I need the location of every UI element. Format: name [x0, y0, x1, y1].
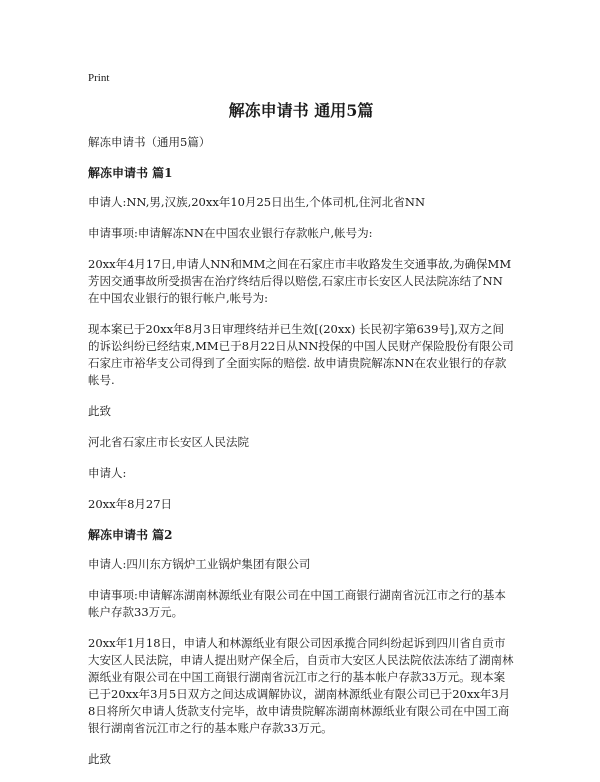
- document-page: [88, 70, 514, 782]
- salutation: 此致: [88, 752, 111, 766]
- applicant-paragraph: 申请人:NN,男,汉族,20xx年10月25日出生,个体司机,住河北省NN: [88, 195, 426, 209]
- reason-paragraph: 现本案已于20xx年8月3日审理终结并已生效[(20xx) 长民初字第639号],双方之间的诉讼纠纷已经结束,MM已于8月22日从NN投保的中国人民财产保险股份有限公司石家庄市裕华支公司得到了全面实际的赔偿. 故申请贵院解冻NN在农业银行的存款帐号.: [88, 322, 514, 387]
- request-paragraph: 申请事项:申请解冻NN在中国农业银行存款帐户,帐号为:: [88, 226, 373, 240]
- facts-paragraph: 20xx年1月18日，申请人和林源纸业有限公司因承揽合同纠纷起诉到四川省自贡市大安区人民法院，申请人提出财产保全后，自贡市大安区人民法院依法冻结了湖南林源纸业有限公司在中国工商银行湖南省沅江市之行的基本帐户存款33万元。现本案已于20xx年3月5日双方之间达成调解协议，湖南林源纸业有限公司已于20xx年3月8日将所欠申请人货款支付完毕，故申请贵院解冻湖南林源纸业有限公司在中国工商银行湖南省沅江市之行的基本账户存款33万元。: [88, 636, 514, 735]
- applicant-signature: 申请人:: [88, 466, 127, 480]
- salutation: 此致: [88, 404, 111, 418]
- court-name: 河北省石家庄市长安区人民法院: [88, 435, 249, 449]
- section-heading: 解冻申请书 篇2: [88, 528, 173, 542]
- section-heading: 解冻申请书 篇1: [88, 166, 173, 180]
- request-paragraph: 申请事项:申请解冻湖南林源纸业有限公司在中国工商银行湖南省沅江市之行的基本帐户存款33万元。: [88, 588, 506, 619]
- applicant-paragraph: 申请人:四川东方锅炉工业锅炉集团有限公司: [88, 557, 311, 571]
- date: 20xx年8月27日: [88, 497, 173, 511]
- document-subtitle: 解冻申请书（通用5篇）: [88, 135, 211, 149]
- facts-paragraph: 20xx年4月17日,申请人NN和MM之间在石家庄市丰收路发生交通事故,为确保MM芳因交通事故所受损害在治疗终结后得以赔偿,石家庄市长安区人民法院冻结了NN在中国农业银行的银行帐户,帐号为:: [88, 257, 512, 305]
- section-1: [88, 165, 514, 513]
- document-title: 解冻申请书 通用5篇: [228, 101, 374, 120]
- section-2: [88, 527, 514, 768]
- print-label: Print: [88, 72, 110, 84]
